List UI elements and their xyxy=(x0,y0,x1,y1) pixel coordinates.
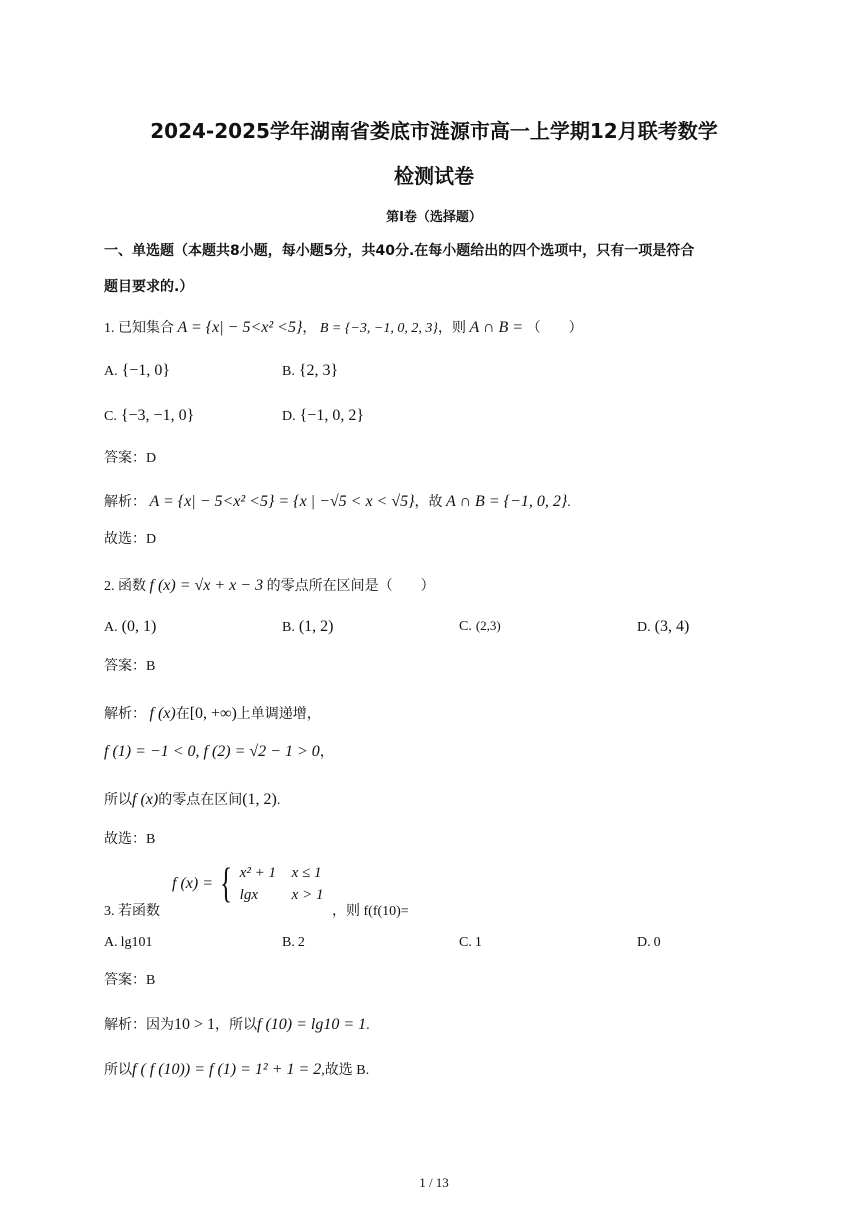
q3-answer: 答案：B xyxy=(104,973,156,988)
q1-stem xyxy=(104,318,583,339)
q2-option-c-label: C. xyxy=(459,619,472,634)
q1-analysis-end: . xyxy=(567,495,571,510)
q3-pieces xyxy=(240,862,324,906)
q2-option-b-label: B. xyxy=(282,620,295,635)
q1-set-a: A = {x| − 5<x² <5} xyxy=(177,319,303,336)
q2-analysis-line-2 xyxy=(104,742,334,763)
q2-function: f (x) = √x + x − 3 xyxy=(149,577,264,594)
q3-a1-math1: 10 > 1 xyxy=(174,1016,216,1033)
q2-option-b xyxy=(282,618,334,636)
q3-option-c-text: 1 xyxy=(474,935,482,950)
q3-option-a-label: A. xyxy=(104,935,118,950)
section-heading-line-2: 题目要求的.） xyxy=(104,279,194,295)
q3-a1-end: . xyxy=(366,1018,370,1033)
q1-option-a-text: {−1, 0} xyxy=(121,362,171,379)
page-number: 1 / 13 xyxy=(419,1175,449,1190)
q3-option-d-label: D. xyxy=(637,935,651,950)
q3-option-b xyxy=(282,935,305,951)
q1-option-d xyxy=(282,407,364,425)
q2-a3-prefix: 所以 xyxy=(104,793,132,808)
q3-a1-math2: f (10) = lg10 = 1 xyxy=(257,1016,367,1033)
section-heading-line-1: 一、单选题（本题共8小题，每小题5分，共40分.在每小题给出的四个选项中，只有一项是符合 xyxy=(104,243,695,259)
q2-a3-end: . xyxy=(276,793,281,808)
q1-analysis-math: A = {x| − 5<x² <5} = {x | −√5 < x < √5} xyxy=(149,493,415,510)
q2-option-a-text: (0, 1) xyxy=(121,618,157,635)
q2-stem xyxy=(104,576,435,597)
q3-piece1-cond: x ≤ 1 xyxy=(291,865,322,881)
q1-set-b: B = {−3, −1, 0, 2, 3} xyxy=(319,321,438,336)
q3-a1-mid: ，所以 xyxy=(215,1018,258,1033)
q1-comma: ， xyxy=(302,321,317,336)
q2-a3-interval: (1, 2) xyxy=(242,791,277,808)
q3-option-c xyxy=(459,935,482,951)
q3-number: 3. xyxy=(104,904,115,919)
q1-option-c-text: {−3, −1, 0} xyxy=(120,407,195,424)
q3-option-a xyxy=(104,935,153,951)
volume-label: 第I卷（选择题） xyxy=(386,210,482,225)
q2-a2-suffix: ， xyxy=(319,745,334,760)
q1-stem-suffix: ，则 xyxy=(437,321,466,336)
q2-option-c-text: (2,3) xyxy=(475,618,501,633)
q2-number: 2. xyxy=(104,579,115,594)
q3-option-d-text: 0 xyxy=(653,935,661,950)
q1-option-b-text: {2, 3} xyxy=(298,362,339,379)
q1-paren: （ ） xyxy=(526,321,583,336)
q2-option-b-text: (1, 2) xyxy=(298,618,334,635)
q3-analysis-line-2 xyxy=(104,1060,369,1081)
q1-option-d-label: D. xyxy=(282,409,296,424)
q3-analysis-line-1 xyxy=(104,1015,370,1036)
q3-piece1-expr: x² + 1 xyxy=(239,865,276,881)
q3-a1-prefix: 解析：因为 xyxy=(104,1018,174,1033)
q2-option-d xyxy=(637,618,689,636)
q3-option-c-label: C. xyxy=(459,935,472,950)
q1-analysis-prefix: 解析： xyxy=(104,495,146,510)
q1-option-b xyxy=(282,362,338,380)
q2-a3-math: f (x) xyxy=(132,791,159,808)
q3-a2-prefix: 所以 xyxy=(104,1063,132,1078)
left-brace-icon: { xyxy=(220,861,233,907)
q1-option-a xyxy=(104,362,170,380)
q2-a1-math: f (x) xyxy=(149,705,176,722)
q2-analysis-line-3 xyxy=(104,790,280,811)
q3-option-d xyxy=(637,935,661,951)
q2-option-a-label: A. xyxy=(104,620,118,635)
title-line-2: 检测试卷 xyxy=(394,164,474,188)
q1-ask: A ∩ B = xyxy=(469,319,524,336)
q1-option-c xyxy=(104,407,194,425)
q2-answer: 答案：B xyxy=(104,659,156,674)
q1-option-b-label: B. xyxy=(282,364,295,379)
q1-answer: 答案：D xyxy=(104,451,157,466)
q2-option-d-text: (3, 4) xyxy=(654,618,690,635)
q3-option-b-text: 2 xyxy=(297,935,305,950)
q2-a1-prefix: 解析： xyxy=(104,707,146,722)
q2-a1-suffix: 上单调递增， xyxy=(236,707,321,722)
q1-analysis-mid: ，故 xyxy=(414,495,443,510)
q2-option-a xyxy=(104,618,156,636)
q1-option-a-label: A. xyxy=(104,364,118,379)
q3-a2-math: f ( f (10)) = f (1) = 1² + 1 = 2 xyxy=(132,1061,322,1078)
q1-option-d-text: {−1, 0, 2} xyxy=(299,407,365,424)
q3-option-a-text: lg101 xyxy=(120,935,153,950)
q2-stem-prefix: 函数 xyxy=(118,579,146,594)
q2-a3-mid: 的零点在区间 xyxy=(158,793,243,808)
title-line-1: 2024-2025学年湖南省娄底市涟源市高一上学期12月联考数学 xyxy=(150,119,718,143)
q2-a2-math: f (1) = −1 < 0, f (2) = √2 − 1 > 0 xyxy=(104,743,320,760)
q2-option-d-label: D. xyxy=(637,620,651,635)
q2-stem-suffix: 的零点所在区间是（ ） xyxy=(266,579,435,594)
q1-analysis-result: A ∩ B = {−1, 0, 2} xyxy=(446,493,568,510)
q3-piece2-expr: lgx xyxy=(239,887,258,903)
q3-stem-label xyxy=(104,902,160,922)
q1-stem-prefix: 已知集合 xyxy=(118,321,174,336)
q3-a2-suffix: ,故选 B. xyxy=(321,1063,370,1078)
q2-analysis-line-1 xyxy=(104,704,321,725)
q1-number: 1. xyxy=(104,321,115,336)
q3-func-left: f (x) = xyxy=(172,875,213,892)
q2-option-c xyxy=(459,618,501,635)
q2-a1-mid: 在 xyxy=(175,707,190,722)
q1-choose: 故选：D xyxy=(104,532,157,547)
q3-piece2-cond: x > 1 xyxy=(291,887,324,903)
q2-a1-interval: [0, +∞) xyxy=(189,705,237,722)
q1-analysis xyxy=(104,492,571,513)
q3-stem-prefix: 若函数 xyxy=(118,904,160,919)
q1-option-c-label: C. xyxy=(104,409,117,424)
q3-piecewise-function xyxy=(172,862,323,906)
q2-choose: 故选：B xyxy=(104,832,156,847)
q3-option-b-label: B. xyxy=(282,935,295,950)
q3-stem-suffix: ，则 f(f(10)= xyxy=(332,904,409,919)
